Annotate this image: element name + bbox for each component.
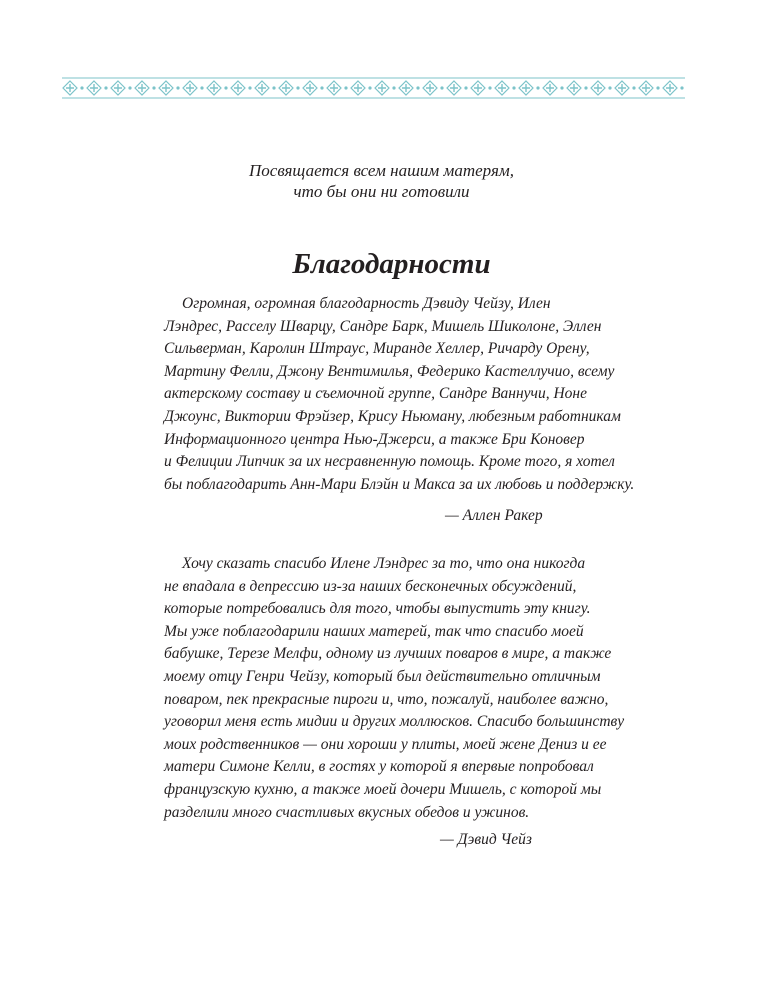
text-line: Джоунс, Виктории Фрэйзер, Крису Ньюману, любезным работникам [164,407,621,425]
text-line: Лэндрес, Расселу Шварцу, Сандре Барк, Мишель Шиколоне, Эллен [164,317,602,335]
ornament-motif [63,81,84,95]
text-line: бабушке, Терезе Мелфи, одному из лучших поваров в мире, а также [164,645,612,663]
text-line: Мартину Фелли, Джону Вентимилья, Федерико Кастеллучио, всему [164,362,615,380]
text-line: и Фелиции Липчик за их несравненную помощь. Кроме того, я хотел [164,453,615,471]
text-line: матери Симоне Келли, в гостях у которой я впервые попробовал [164,758,594,776]
ornament-motif [87,81,108,95]
ornament-motif [303,81,324,95]
signature-david-chase: — Дэвид Чейз [440,831,532,848]
ornament-motif [399,81,420,95]
text-line: не впадала в депрессию из-за наших бесконечных обсуждений, [164,577,577,595]
ornament-motif [183,81,204,95]
ornament-motif [471,81,492,95]
ornament-motif [447,81,468,95]
text-line: поваром, пек прекрасные пироги и, что, пожалуй, наиболее важно, [164,690,609,708]
text-line: бы поблагодарить Анн-Мари Блэйн и Макса за их любовь и поддержку. [164,475,635,493]
text-line: Огромная, огромная благодарность Дэвиду Чейзу, Илен [182,295,551,312]
text-line: актерскому составу и съемочной группе, Сандре Ваннучи, Ноне [164,385,587,403]
text-line: моему отцу Генри Чейзу, который был действительно отличным [164,667,601,685]
text-line: уговорил меня есть мидии и других моллюсков. Спасибо большинству [164,713,625,731]
acknowledgment-paragraph-1 [164,293,634,496]
text-line: Сильверман, Каролин Штраус, Миранде Хеллер, Ричарду Орену, [164,340,590,358]
ornament-motif [495,81,516,95]
text-line: моих родственников — они хороши у плиты, моей жене Дениз и ее [164,735,607,753]
ornament-motif [351,81,372,95]
ornament-motif [591,81,612,95]
ornament-motif [231,81,252,95]
ornament-motif [615,81,636,95]
decorative-border-icon [62,77,685,99]
dedication [0,160,763,202]
ornament-motif [375,81,396,95]
text-line: Хочу сказать спасибо Илене Лэндрес за то, что она никогда [182,555,586,572]
signature-allen-rucker: — Аллен Ракер [445,507,543,524]
ornament-motif [567,81,588,95]
ornament-motif [255,81,276,95]
ornament-motif [279,81,300,95]
ornament-motif [111,81,132,95]
dedication-line: что бы они ни готовили [293,182,470,201]
ornament-motif [663,81,684,95]
text-line: Мы уже поблагодарили наших матерей, так что спасибо моей [164,622,584,640]
ornament-motif [423,81,444,95]
ornament-motif [135,81,156,95]
text-line: которые потребовались для того, чтобы выпустить эту книгу. [164,600,591,618]
ornament-motif [327,81,348,95]
text-line: французскую кухню, а также моей дочери Мишель, с которой мы [164,780,602,798]
dedication-line: Посвящается всем нашим матерям, [249,161,514,180]
ornament-motif [519,81,540,95]
ornament-motif [543,81,564,95]
page-title: Благодарности [292,248,491,280]
text-line: Информационного центра Нью-Джерси, а также Бри Коновер [164,430,585,448]
acknowledgment-paragraph-2 [164,553,634,824]
ornament-motif [207,81,228,95]
ornament-motif [159,81,180,95]
ornament-motif [639,81,660,95]
text-line: разделили много счастливых вкусных обедов и ужинов. [164,803,530,821]
